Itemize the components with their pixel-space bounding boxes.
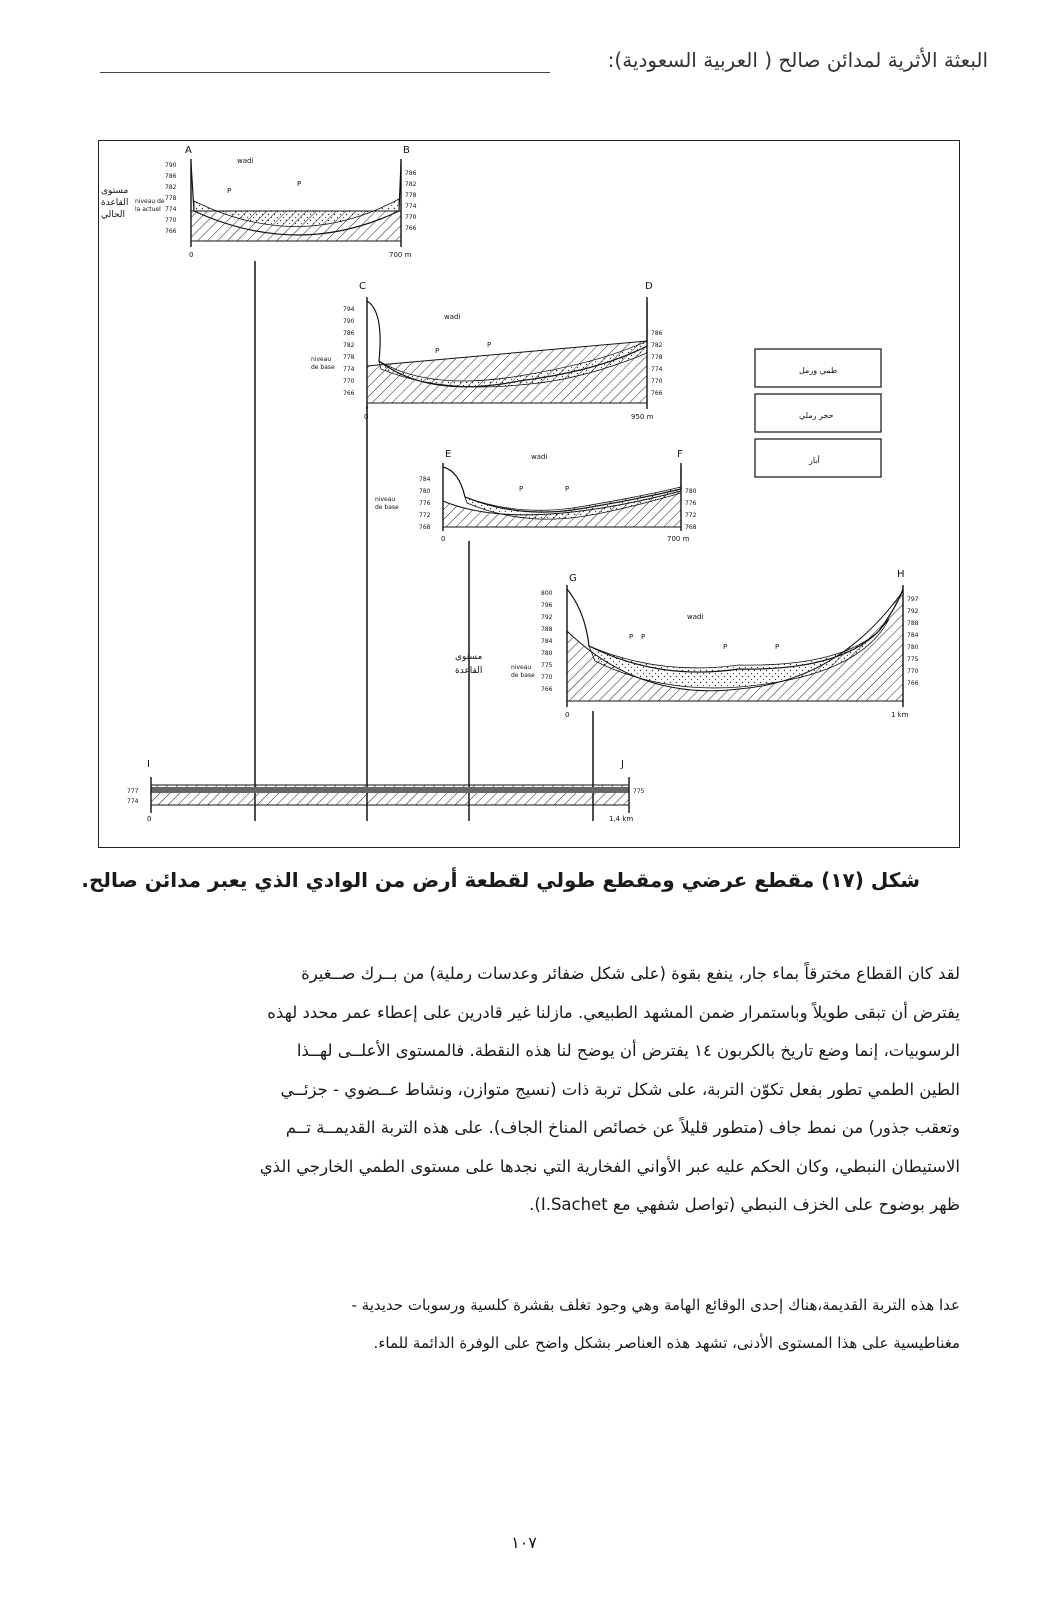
p-label: P — [775, 643, 780, 651]
profile-end-label: J — [621, 759, 624, 770]
legend — [755, 349, 881, 477]
note-paragraph — [80, 1286, 960, 1362]
p-label: P — [487, 341, 492, 349]
axis-zero: 0 — [189, 251, 194, 259]
axis-zero: 0 — [441, 535, 446, 543]
body-line: يفترض أن تبقى طويلاً وباستمرار ضمن المشهد الطبيعي. مازلنا غير قادرين على إعطاء عمر محدد لهذه — [267, 1002, 960, 1022]
tick-label: 786 — [165, 173, 177, 180]
tick-label: 777 — [127, 788, 139, 795]
wadi-label: wadi — [237, 157, 254, 165]
tick-label: 766 — [343, 390, 355, 397]
header-title: البعثة الأثرية لمدائن صالح ( العربية السعودية): — [607, 48, 988, 72]
axis-end: 1,4 km — [609, 815, 634, 823]
side-label: de base — [375, 504, 399, 511]
tick-label: 782 — [405, 181, 417, 188]
axis-end: 950 m — [631, 413, 654, 421]
body-line: ظهر بوضوح على الخزف النبطي (تواصل شفهي مع I.Sachet). — [529, 1195, 960, 1214]
left-level-label: الحالي — [101, 210, 126, 220]
tick-label: 786 — [343, 330, 355, 337]
tick-label: 792 — [907, 608, 919, 615]
note-line: عدا هذه التربة القديمة،هناك إحدى الوقائع الهامة وهي وجود تغلف بقشرة كلسية ورسوبات حديدية - — [351, 1296, 960, 1314]
profile-end-label: H — [897, 569, 905, 580]
tick-label: 774 — [165, 206, 177, 213]
page-number: ١٠٧ — [511, 1533, 537, 1552]
tick-label: 780 — [907, 644, 919, 651]
axis-zero: 0 — [364, 413, 369, 421]
tick-label: 782 — [651, 342, 663, 349]
side-label: niveau de — [135, 198, 165, 205]
tick-label: 776 — [419, 500, 431, 507]
tick-label: 784 — [419, 476, 431, 483]
tick-label: 770 — [343, 378, 355, 385]
p-label: P — [435, 347, 440, 355]
tick-label: 794 — [343, 306, 355, 313]
body-paragraph — [80, 955, 960, 1225]
note-line: مغناطيسية على هذا المستوى الأدنى، تشهد هذه العناصر بشكل واضح على الوفرة الدائمة للماء. — [373, 1334, 960, 1352]
wadi-label: wadi — [531, 453, 548, 461]
body-line: الطين الطمي تطور بفعل تكوّن التربة، على شكل تربة ذات (نسيج متوازن، ونشاط عــضوي - جزئــي — [280, 1079, 960, 1099]
body-line: لقد كان القطاع مخترقاً بماء جار، ينفع بقوة (على شكل ضفائر وعدسات رملية) من بــرك صــغيرة — [301, 964, 960, 983]
tick-label: 790 — [343, 318, 355, 325]
p-label: P — [641, 633, 646, 641]
p-label: P — [629, 633, 634, 641]
left-level-label: مستوى — [101, 186, 129, 196]
tick-label: 775 — [541, 662, 553, 669]
profile-ab — [135, 145, 417, 259]
profile-ij — [127, 759, 645, 823]
tick-label: 770 — [651, 378, 663, 385]
p-label: P — [723, 643, 728, 651]
tick-label: 780 — [541, 650, 553, 657]
tick-label: 778 — [405, 192, 417, 199]
tick-label: 780 — [685, 488, 697, 495]
profiles-diagram — [99, 141, 959, 847]
axis-end: 1 km — [891, 711, 909, 719]
tick-label: 784 — [541, 638, 553, 645]
axis-zero: 0 — [565, 711, 570, 719]
tick-label: 774 — [405, 203, 417, 210]
profile-gh — [511, 569, 919, 719]
tick-label: 766 — [541, 686, 553, 693]
tick-label: 775 — [907, 656, 919, 663]
profile-end-label: B — [403, 145, 410, 156]
tick-label: 772 — [419, 512, 431, 519]
tick-label: 768 — [419, 524, 431, 531]
profile-start-label: I — [147, 759, 150, 770]
p-label: P — [297, 180, 302, 188]
axis-end: 700 m — [667, 535, 690, 543]
profile-start-label: E — [445, 449, 452, 460]
tick-label: 788 — [541, 626, 553, 633]
profile-cd — [311, 281, 663, 421]
body-line: الرسوبيات، إنما وضع تاريخ بالكربون ١٤ يفترض أن يوضح لنا هذه النقطة. فالمستوى الأعلــى لهــذا — [296, 1041, 960, 1060]
tick-label: 770 — [541, 674, 553, 681]
tick-label: 766 — [405, 225, 417, 232]
p-label: P — [519, 485, 524, 493]
side-label: niveau — [375, 496, 396, 503]
side-label: de base — [311, 364, 335, 371]
tick-label: 775 — [633, 788, 645, 795]
figure-17 — [98, 140, 960, 848]
tick-label: 774 — [127, 798, 139, 805]
tick-label: 782 — [165, 184, 177, 191]
tick-label: 776 — [685, 500, 697, 507]
axis-end: 700 m — [389, 251, 412, 259]
profile-ef — [375, 449, 697, 543]
tick-label: 770 — [165, 217, 177, 224]
tick-label: 800 — [541, 590, 553, 597]
tick-label: 786 — [651, 330, 663, 337]
profile-end-label: D — [645, 281, 653, 292]
left-level-label: القاعدة — [101, 198, 129, 208]
tick-label: 786 — [405, 170, 417, 177]
side-label: la actuel — [135, 206, 161, 213]
profile-start-label: C — [359, 281, 366, 292]
legend-label: أبار — [809, 456, 820, 465]
tick-label: 792 — [541, 614, 553, 621]
side-label: niveau — [511, 664, 532, 671]
profile-start-label: G — [569, 573, 577, 584]
tick-label: 766 — [165, 228, 177, 235]
tick-label: 770 — [405, 214, 417, 221]
legend-label: طمي ورمل — [799, 366, 838, 375]
tick-label: 774 — [343, 366, 355, 373]
tick-label: 778 — [165, 195, 177, 202]
base-level-label: مستوى — [455, 652, 483, 662]
tick-label: 790 — [165, 162, 177, 169]
body-line: الاستيطان النبطي، وكان الحكم عليه عبر الأواني الفخارية التي نجدها على مستوى الطمي الخارجي الذي — [259, 1156, 960, 1176]
wadi-label: wadi — [687, 613, 704, 621]
running-header — [60, 48, 988, 88]
tick-label: 778 — [651, 354, 663, 361]
legend-label: حجر رملي — [799, 411, 834, 420]
profile-end-label: F — [677, 449, 683, 460]
tick-label: 788 — [907, 620, 919, 627]
tick-label: 797 — [907, 596, 919, 603]
tick-label: 768 — [685, 524, 697, 531]
tick-label: 782 — [343, 342, 355, 349]
tick-label: 770 — [907, 668, 919, 675]
base-level-label: القاعدة — [455, 666, 483, 676]
axis-zero: 0 — [147, 815, 152, 823]
tick-label: 774 — [651, 366, 663, 373]
side-label: niveau — [311, 356, 332, 363]
profile-start-label: A — [185, 145, 192, 156]
p-label: P — [565, 485, 570, 493]
tick-label: 780 — [419, 488, 431, 495]
tick-label: 784 — [907, 632, 919, 639]
tick-label: 796 — [541, 602, 553, 609]
body-line: وتعقب جذور) من نمط جاف (متطور قليلاً عن خصائص المناخ الجاف). على هذه التربة القديمــة تــم — [285, 1118, 960, 1137]
header-rule — [100, 72, 550, 73]
tick-label: 766 — [907, 680, 919, 687]
side-label: de base — [511, 672, 535, 679]
tick-label: 778 — [343, 354, 355, 361]
wadi-label: wadi — [444, 313, 461, 321]
tick-label: 766 — [651, 390, 663, 397]
figure-caption: شكل (١٧) مقطع عرضي ومقطع طولي لقطعة أرض من الوادي الذي يعبر مدائن صالح. — [81, 868, 920, 892]
p-label: P — [227, 187, 232, 195]
tick-label: 772 — [685, 512, 697, 519]
